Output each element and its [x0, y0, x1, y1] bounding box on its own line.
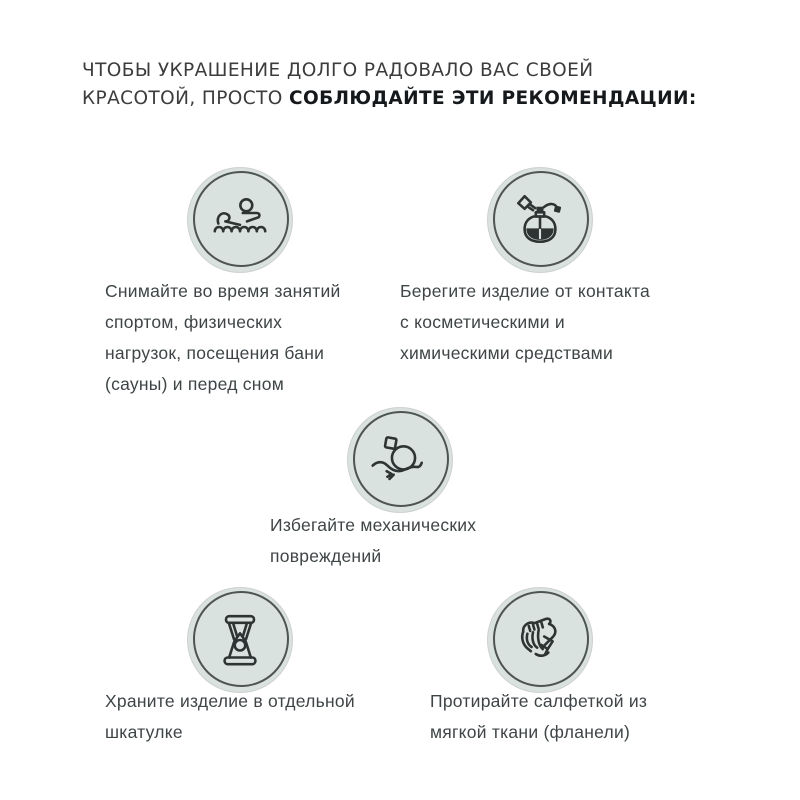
ring-box-icon	[205, 605, 275, 675]
wiping-cloth-icon-circle	[488, 588, 592, 692]
ring-box-icon-circle	[188, 588, 292, 692]
title-line2-regular: КРАСОТОЙ, ПРОСТО	[82, 88, 289, 109]
broken-ring-icon	[365, 425, 435, 495]
care-item-5-text: Протирайте салфеткой из мягкой ткани (фланели)	[430, 691, 648, 742]
swimmer-icon-circle	[188, 168, 292, 272]
perfume-icon-circle	[488, 168, 592, 272]
perfume-bottle-icon	[505, 185, 575, 255]
page-title	[82, 57, 762, 113]
title-line-2	[82, 85, 762, 113]
title-line-1: ЧТОБЫ УКРАШЕНИЕ ДОЛГО РАДОВАЛО ВАС СВОЕЙ	[82, 60, 594, 81]
care-item-3-text: Избегайте механических повреждений	[270, 515, 477, 566]
care-item-2-text: Берегите изделие от контакта с косметическими и химическими средствами	[400, 281, 651, 363]
care-item-4-text: Храните изделие в отдельной шкатулке	[105, 691, 355, 742]
broken-ring-icon-circle	[348, 408, 452, 512]
wiping-cloth-hand-icon	[505, 605, 575, 675]
swimmer-icon	[205, 185, 275, 255]
title-line2-bold: СОБЛЮДАЙТЕ ЭТИ РЕКОМЕНДАЦИИ:	[288, 88, 697, 109]
care-item-1-text: Снимайте во время занятий спортом, физических нагрузок, посещения бани (сауны) и перед сном	[105, 281, 341, 394]
